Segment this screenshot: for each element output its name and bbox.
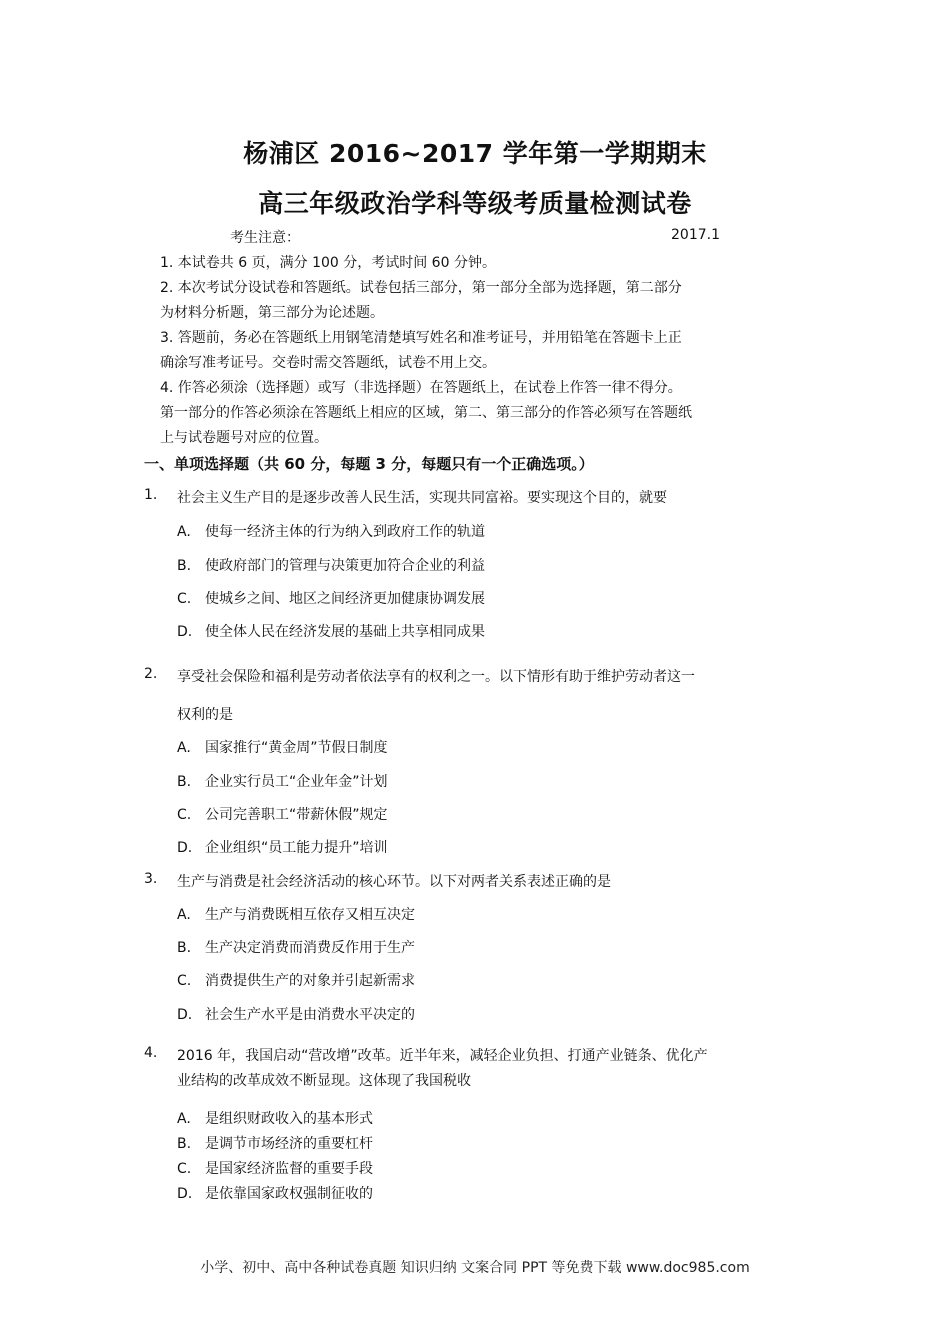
option-text: 企业组织“员工能力提升”培训 [205, 840, 388, 856]
question-number: 1. [144, 487, 158, 503]
question-text: 业结构的改革成效不断显现。这体现了我国税收 [177, 1073, 471, 1089]
question-text: 社会主义生产目的是逐步改善人民生活，实现共同富裕。要实现这个目的，就要 [177, 490, 667, 506]
option-text: 消费提供生产的对象并引起新需求 [205, 973, 415, 989]
notice-line: 1. 本试卷共 6 页，满分 100 分，考试时间 60 分钟。 [160, 255, 496, 271]
option-text: 国家推行“黄金周”节假日制度 [205, 740, 388, 756]
option-letter: D. [177, 624, 193, 640]
option-letter: B. [177, 774, 192, 790]
answer-option [177, 837, 388, 857]
page-footer: 小学、初中、高中各种试卷真题 知识归纳 文案合同 PPT 等免费下载 www.doc985.com [200, 1260, 750, 1276]
option-text: 使政府部门的管理与决策更加符合企业的利益 [205, 558, 485, 574]
option-text: 使全体人民在经济发展的基础上共享相同成果 [205, 624, 485, 640]
exam-date: 2017.1 [671, 227, 720, 243]
option-text: 是调节市场经济的重要杠杆 [205, 1136, 373, 1152]
option-text: 是依靠国家政权强制征收的 [205, 1186, 373, 1202]
option-text: 企业实行员工“企业年金”计划 [205, 774, 388, 790]
question-number: 4. [144, 1045, 158, 1061]
notice-line: 2. 本次考试分设试卷和答题纸。试卷包括三部分，第一部分全部为选择题，第二部分 [160, 280, 682, 296]
notice-line: 上与试卷题号对应的位置。 [160, 430, 328, 446]
exam-title-line2: 高三年级政治学科等级考质量检测试卷 [258, 189, 692, 218]
option-letter: C. [177, 807, 192, 823]
option-letter: D. [177, 840, 193, 856]
answer-option [177, 555, 485, 575]
answer-option [177, 904, 415, 924]
answer-option [177, 1183, 373, 1203]
question-text: 生产与消费是社会经济活动的核心环节。以下对两者关系表述正确的是 [177, 874, 611, 890]
option-letter: B. [177, 558, 192, 574]
option-letter: C. [177, 973, 192, 989]
question-text: 2016 年，我国启动“营改增”改革。近半年来，减轻企业负担、打通产业链条、优化产 [177, 1048, 708, 1064]
question-text: 享受社会保险和福利是劳动者依法享有的权利之一。以下情形有助于维护劳动者这一 [177, 669, 695, 685]
option-letter: A. [177, 524, 191, 540]
notice-line: 为材料分析题，第三部分为论述题。 [160, 305, 384, 321]
answer-option [177, 804, 388, 824]
answer-option [177, 1108, 373, 1128]
notice-label: 考生注意： [230, 230, 300, 246]
section-heading: 一、单项选择题（共 60 分，每题 3 分，每题只有一个正确选项。） [144, 455, 594, 473]
option-text: 使每一经济主体的行为纳入到政府工作的轨道 [205, 524, 485, 540]
answer-option [177, 1004, 415, 1024]
question-text: 权利的是 [177, 707, 233, 723]
notice-line: 确涂写准考证号。交卷时需交答题纸，试卷不用上交。 [160, 355, 496, 371]
option-letter: C. [177, 1161, 192, 1177]
exam-title-line1: 杨浦区 2016~2017 学年第一学期期末 [243, 139, 707, 168]
notice-line: 第一部分的作答必须涂在答题纸上相应的区域，第二、第三部分的作答必须写在答题纸 [160, 405, 692, 421]
answer-option [177, 521, 485, 541]
answer-option [177, 771, 388, 791]
answer-option [177, 937, 415, 957]
option-text: 使城乡之间、地区之间经济更加健康协调发展 [205, 591, 485, 607]
option-text: 生产与消费既相互依存又相互决定 [205, 907, 415, 923]
option-letter: B. [177, 1136, 192, 1152]
option-letter: A. [177, 1111, 191, 1127]
option-text: 是组织财政收入的基本形式 [205, 1111, 373, 1127]
answer-option [177, 970, 415, 990]
question-number: 3. [144, 871, 158, 887]
answer-option [177, 621, 485, 641]
option-text: 生产决定消费而消费反作用于生产 [205, 940, 415, 956]
option-letter: A. [177, 740, 191, 756]
option-text: 是国家经济监督的重要手段 [205, 1161, 373, 1177]
notice-header [230, 227, 720, 247]
notice-line: 3. 答题前，务必在答题纸上用钢笔清楚填写姓名和准考证号，并用铅笔在答题卡上正 [160, 330, 682, 346]
answer-option [177, 588, 485, 608]
option-letter: D. [177, 1186, 193, 1202]
option-letter: B. [177, 940, 192, 956]
notice-line: 4. 作答必须涂（选择题）或写（非选择题）在答题纸上，在试卷上作答一律不得分。 [160, 380, 682, 396]
option-letter: A. [177, 907, 191, 923]
question-number: 2. [144, 666, 158, 682]
option-text: 社会生产水平是由消费水平决定的 [205, 1007, 415, 1023]
answer-option [177, 1133, 373, 1153]
option-text: 公司完善职工“带薪休假”规定 [205, 807, 388, 823]
answer-option [177, 1158, 373, 1178]
option-letter: C. [177, 591, 192, 607]
option-letter: D. [177, 1007, 193, 1023]
answer-option [177, 737, 388, 757]
